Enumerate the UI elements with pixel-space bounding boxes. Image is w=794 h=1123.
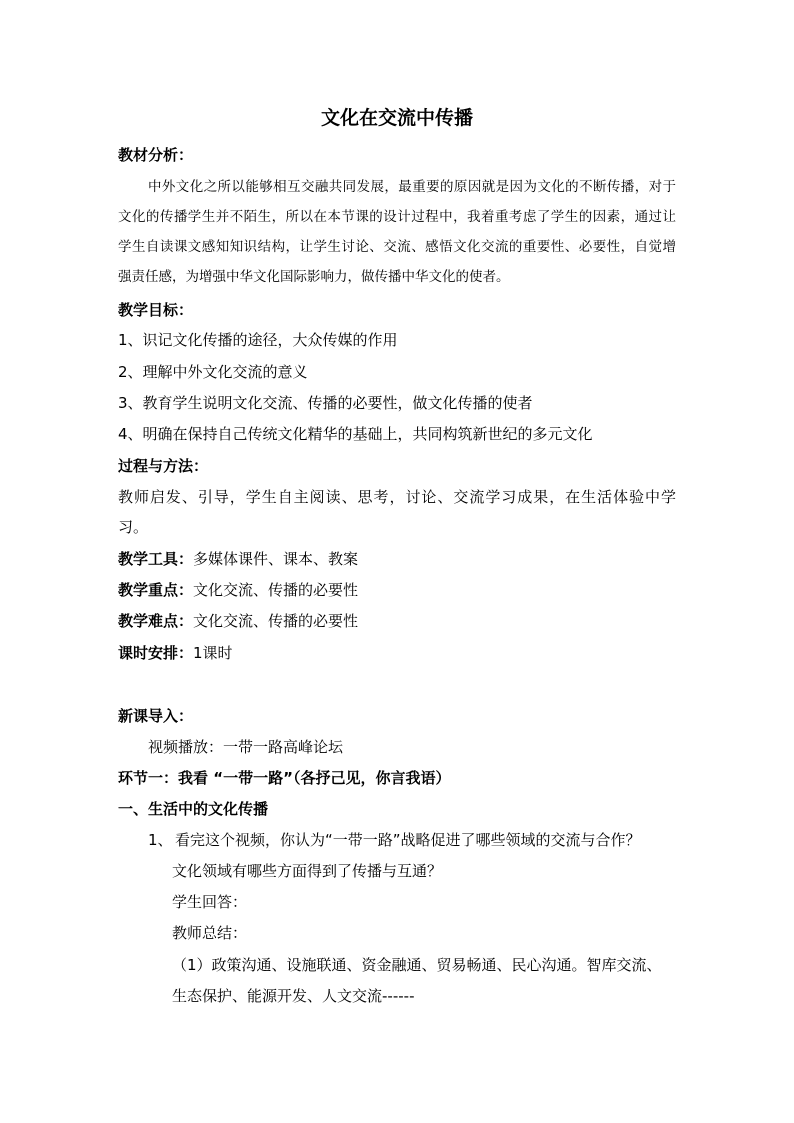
process-line-1: 教师启发、引导，学生自主阅读、思考，讨论、交流学习成果，在生活体验中学 bbox=[118, 488, 676, 506]
summary-line-2: 生态保护、能源开发、人文交流------ bbox=[172, 987, 415, 1005]
goals-heading: 教学目标： bbox=[118, 301, 194, 319]
document-title: 文化在交流中传播 bbox=[320, 107, 473, 129]
schedule-label: 课时安排： bbox=[118, 644, 194, 662]
question-1-line-1: 看完这个视频，你认为“一带一路”战略促进了哪些领域的交流与合作？ bbox=[175, 831, 641, 849]
key-point-label: 教学重点： bbox=[118, 581, 194, 599]
schedule-row bbox=[118, 643, 233, 663]
tools-row bbox=[118, 549, 358, 569]
material-line-4: 强责任感，为增强中华文化国际影响力，做传播中华文化的使者。 bbox=[118, 269, 510, 285]
difficulty-label: 教学难点： bbox=[118, 612, 194, 630]
tools-value: 多媒体课件、课本、教案 bbox=[193, 550, 359, 568]
teacher-summary-label: 教师总结： bbox=[172, 924, 248, 942]
question-1-line-2: 文化领域有哪些方面得到了传播与互通？ bbox=[172, 862, 443, 880]
key-point-value: 文化交流、传播的必要性 bbox=[193, 581, 359, 599]
student-answer-label: 学生回答： bbox=[172, 893, 248, 911]
material-heading: 教材分析： bbox=[118, 146, 194, 164]
summary-line-1: （1）政策沟通、设施联通、资金融通、贸易畅通、民心沟通。智库交流、 bbox=[172, 956, 662, 974]
tools-label: 教学工具： bbox=[118, 550, 194, 568]
goal-item-4: 4、明确在保持自己传统文化精华的基础上，共同构筑新世纪的多元文化 bbox=[118, 425, 593, 443]
intro-heading: 新课导入： bbox=[118, 707, 194, 725]
goal-item-3: 3、教育学生说明文化交流、传播的必要性，做文化传播的使者 bbox=[118, 394, 533, 412]
goal-item-2: 2、理解中外文化交流的意义 bbox=[118, 363, 308, 381]
difficulty-value: 文化交流、传播的必要性 bbox=[193, 612, 359, 630]
schedule-value: 1课时 bbox=[193, 644, 233, 662]
goal-item-1: 1、识记文化传播的途径，大众传媒的作用 bbox=[118, 331, 398, 349]
part-one-heading: 一、生活中的文化传播 bbox=[118, 800, 269, 818]
material-line-2: 文化的传播学生并不陌生，所以在本节课的设计过程中，我着重考虑了学生的因素，通过让 bbox=[118, 209, 676, 225]
key-point-row bbox=[118, 580, 358, 600]
intro-video: 视频播放：一带一路高峰论坛 bbox=[148, 738, 344, 756]
process-line-2: 习。 bbox=[118, 518, 149, 536]
material-line-3: 学生自读课文感知知识结构，让学生讨论、交流、感悟文化交流的重要性、必要性，自觉增 bbox=[118, 239, 676, 255]
material-line-1: 中外文化之所以能够相互交融共同发展，最重要的原因就是因为文化的不断传播，对于 bbox=[148, 179, 676, 195]
difficulty-row bbox=[118, 611, 358, 631]
segment-one-heading: 环节一：我看 “一带一路”（各抒己见，你言我语） bbox=[118, 769, 451, 787]
question-1-number: 1、 bbox=[148, 831, 173, 849]
process-heading: 过程与方法： bbox=[118, 457, 209, 475]
